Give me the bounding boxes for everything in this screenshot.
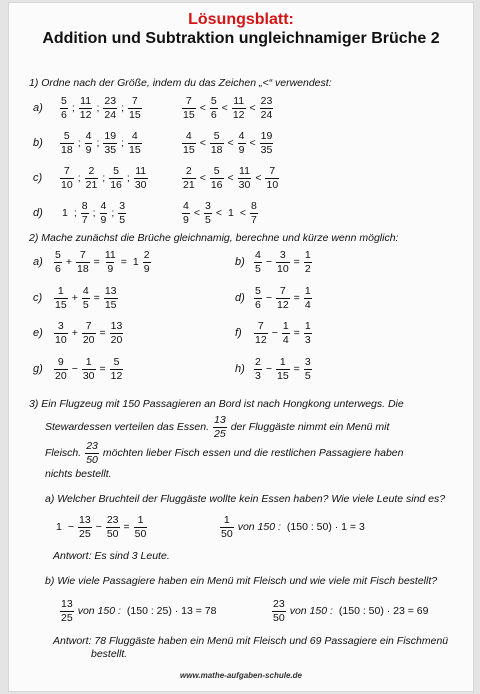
numerator: 19 — [104, 130, 117, 142]
numerator: 5 — [61, 95, 67, 107]
task2-label-c: c) — [33, 292, 43, 304]
denominator: 35 — [260, 143, 273, 156]
fraction — [210, 166, 224, 190]
fraction — [85, 166, 99, 190]
fraction — [304, 286, 312, 310]
numerator: 1 — [137, 514, 144, 526]
fraction — [100, 201, 108, 225]
numerator: 3 — [279, 249, 286, 261]
fraction — [272, 599, 286, 623]
math-token: von 150 : — [289, 605, 333, 617]
fraction — [182, 201, 190, 225]
answer-b-line1: Antwort: 78 Fluggäste haben ein Menü mit Fleisch und 69 Passagiere ein Fischmenü — [53, 635, 449, 647]
denominator: 9 — [100, 213, 107, 226]
fraction — [104, 286, 118, 310]
math-token: < — [215, 207, 222, 219]
fraction — [182, 131, 196, 155]
math-token: − — [265, 363, 272, 375]
task2-expr-b — [253, 250, 313, 274]
fraction — [134, 515, 148, 539]
math-token: = — [293, 327, 300, 339]
math-token: < — [227, 137, 234, 149]
numerator: 5 — [255, 285, 261, 297]
fraction — [232, 96, 246, 120]
fraction — [304, 321, 312, 345]
fraction — [182, 166, 196, 190]
denominator: 20 — [82, 333, 95, 346]
denominator: 50 — [106, 527, 119, 540]
denominator: 25 — [61, 611, 73, 624]
fraction — [110, 357, 124, 381]
task1-label-a: a) — [33, 102, 43, 114]
calc-b-fish — [271, 599, 432, 623]
numerator: 5 — [113, 356, 120, 368]
numerator: 1 — [304, 249, 311, 261]
math-token: ; — [71, 102, 75, 114]
numerator: 7 — [257, 320, 264, 332]
task2-expr-a — [53, 250, 152, 274]
task1-instruction: 1) Ordne nach der Größe, indem du das Zeichen „<“ verwendest: — [29, 77, 332, 89]
math-token: − — [71, 363, 78, 375]
denominator: 6 — [61, 108, 67, 121]
math-token: 1 — [56, 521, 62, 533]
task2-label-b: b) — [235, 256, 245, 268]
math-token: − — [265, 292, 272, 304]
task2-instruction: 2) Mache zunächst die Brüche gleichnamig, berechne und kürze wenn möglich: — [29, 232, 399, 244]
denominator: 4 — [304, 298, 311, 311]
math-token: ; — [121, 102, 124, 114]
fraction — [254, 286, 262, 310]
math-token: ; — [77, 137, 81, 149]
numerator: 1 — [57, 285, 64, 297]
math-token: ; — [92, 207, 96, 219]
math-token: (150 : 50) · 23 = 69 — [338, 605, 429, 617]
math-token: = — [120, 256, 127, 268]
numerator: 7 — [279, 285, 286, 297]
denominator: 10 — [266, 178, 279, 191]
numerator: 1 — [304, 285, 311, 297]
math-token: = — [93, 292, 100, 304]
math-token: ; — [121, 137, 124, 149]
fraction — [260, 96, 274, 120]
denominator: 20 — [110, 333, 123, 346]
task1-label-d: d) — [33, 207, 43, 219]
numerator: 4 — [131, 130, 138, 142]
task2-expr-g — [53, 357, 124, 381]
numerator: 4 — [183, 200, 189, 212]
numerator: 11 — [239, 165, 250, 177]
fraction — [204, 201, 212, 225]
denominator: 5 — [119, 213, 126, 226]
math-token: − — [271, 327, 278, 339]
task2-label-e: e) — [33, 327, 43, 339]
denominator: 12 — [276, 298, 289, 311]
denominator: 3 — [304, 333, 311, 346]
numerator: 4 — [85, 130, 92, 142]
fraction — [54, 250, 62, 274]
calc-b-meat — [59, 599, 220, 623]
math-token: ; — [126, 172, 130, 184]
task3-line3-text: Fleisch. — [45, 447, 82, 459]
denominator: 24 — [260, 108, 273, 121]
sheet-title: Lösungsblatt: — [188, 11, 294, 28]
task3-line2-text-end: der Fluggäste nimmt ein Menü mit — [230, 421, 390, 433]
fraction — [103, 96, 117, 120]
task1-answer-d — [181, 201, 259, 225]
fraction — [60, 96, 68, 120]
math-token: < — [199, 172, 206, 184]
task2-expr-h — [253, 357, 313, 381]
math-token: < — [199, 137, 206, 149]
fraction — [82, 357, 96, 381]
fraction — [54, 321, 68, 345]
fraction — [182, 96, 196, 120]
fraction — [109, 166, 123, 190]
task1-given-d — [59, 201, 127, 225]
math-token: < — [239, 207, 246, 219]
task2-expr-f — [253, 321, 313, 345]
fraction — [110, 321, 124, 345]
numerator: 23 — [260, 95, 273, 107]
denominator: 18 — [61, 143, 73, 156]
fraction — [118, 201, 126, 225]
task2-label-g: g) — [33, 363, 43, 375]
fraction — [82, 321, 96, 345]
fraction — [60, 166, 74, 190]
footer-url: www.mathe-aufgaben-schule.de — [180, 671, 302, 680]
numerator: 13 — [78, 514, 91, 526]
task3-fraction-meat: 13 25 — [214, 414, 226, 440]
numerator: 23 — [273, 598, 285, 610]
math-token: + — [71, 292, 78, 304]
denominator: 30 — [134, 178, 147, 191]
numerator: 4 — [238, 130, 245, 142]
math-token: < — [193, 207, 200, 219]
numerator: 1 — [279, 356, 286, 368]
fraction — [254, 357, 262, 381]
denominator: 4 — [282, 333, 289, 346]
fraction — [276, 250, 290, 274]
denominator: 15 — [183, 143, 195, 156]
question-a: a) Welcher Bruchteil der Fluggäste wollte kein Essen haben? Wie viele Leute sind es? — [45, 493, 446, 505]
fraction — [76, 250, 90, 274]
math-token: < — [255, 172, 262, 184]
fraction — [103, 131, 117, 155]
math-token: < — [249, 102, 256, 114]
task1-label-c: c) — [33, 172, 43, 184]
denominator: 50 — [273, 611, 285, 624]
numerator: 7 — [185, 95, 192, 107]
fraction — [238, 131, 246, 155]
task2-expr-e — [53, 321, 124, 345]
task3-line2 — [45, 415, 389, 439]
denominator: 10 — [61, 178, 73, 191]
numerator: 1 — [282, 320, 289, 332]
numerator: 3 — [204, 200, 211, 212]
task1-given-b — [59, 131, 143, 155]
denominator: 35 — [104, 143, 117, 156]
numerator: 5 — [213, 130, 220, 142]
numerator: 7 — [131, 95, 138, 107]
denominator: 15 — [276, 369, 289, 382]
task2-label-a: a) — [33, 256, 43, 268]
math-token: < — [199, 102, 206, 114]
math-token: = — [99, 327, 106, 339]
fraction — [60, 599, 74, 623]
fraction — [85, 131, 93, 155]
math-token: = — [99, 363, 106, 375]
fraction — [143, 250, 151, 274]
denominator: 50 — [221, 527, 233, 540]
numerator: 2 — [143, 249, 150, 261]
task1-answer-c — [181, 166, 280, 190]
denominator: 9 — [183, 213, 189, 226]
task3-fraction-fish: 23 50 — [86, 440, 98, 466]
numerator: 3 — [119, 200, 126, 212]
fraction — [79, 96, 93, 120]
task2-label-h: h) — [235, 363, 245, 375]
denominator: 12 — [232, 108, 245, 121]
fraction — [82, 286, 90, 310]
fraction — [276, 357, 290, 381]
fraction — [250, 201, 258, 225]
fraction — [104, 250, 117, 274]
denominator: 2 — [304, 262, 311, 275]
math-token: (150 : 25) · 13 = 78 — [126, 605, 217, 617]
task1-given-c — [59, 166, 149, 190]
math-token: von 150 : — [77, 605, 121, 617]
task1-answer-a — [181, 96, 274, 120]
denominator: 7 — [81, 213, 88, 226]
math-token: = — [93, 256, 100, 268]
denominator: 15 — [55, 298, 67, 311]
task1-given-a — [59, 96, 143, 120]
denominator: 9 — [143, 262, 150, 275]
fraction — [304, 250, 312, 274]
denominator: 25 — [78, 527, 91, 540]
task3-line3-text-end: möchten lieber Fisch essen und die restlichen Passagiere haben — [102, 447, 404, 459]
task3-line2-text: Stewardessen verteilen das Essen. — [45, 421, 210, 433]
math-token: ; — [96, 102, 100, 114]
math-token: 1 — [227, 207, 234, 219]
fraction — [128, 131, 142, 155]
denominator: 30 — [238, 178, 251, 191]
numerator: 4 — [100, 200, 107, 212]
denominator: 20 — [55, 369, 67, 382]
math-token: 1 — [62, 207, 68, 219]
fraction — [260, 131, 274, 155]
math-token: ; — [73, 207, 77, 219]
math-token: ; — [77, 172, 81, 184]
fraction — [254, 250, 262, 274]
fraction — [282, 321, 290, 345]
numerator: 5 — [55, 249, 61, 261]
fraction — [304, 357, 312, 381]
math-token: < — [249, 137, 256, 149]
math-token: + — [65, 256, 72, 268]
denominator: 7 — [250, 213, 257, 226]
math-token: ; — [102, 172, 106, 184]
numerator: 23 — [106, 514, 119, 526]
denominator: 18 — [210, 143, 223, 156]
math-token: = — [123, 521, 130, 533]
denominator: 5 — [82, 298, 89, 311]
math-token: − — [67, 521, 74, 533]
numerator: 2 — [255, 356, 261, 368]
numerator: 13 — [104, 285, 117, 297]
fraction — [78, 515, 92, 539]
math-token: 1 — [132, 256, 139, 268]
fraction — [265, 166, 279, 190]
numerator: 7 — [63, 165, 70, 177]
denominator: 10 — [55, 333, 67, 346]
denominator: 30 — [82, 369, 95, 382]
numerator: 5 — [213, 165, 220, 177]
denominator: 21 — [183, 178, 195, 191]
numerator: 19 — [260, 130, 273, 142]
denominator: 6 — [255, 298, 261, 311]
calc-a-fraction — [53, 515, 148, 539]
math-token: = — [293, 292, 300, 304]
task3-line4: nichts bestellt. — [45, 468, 112, 480]
numerator: 11 — [80, 95, 92, 107]
denominator: 24 — [104, 108, 117, 121]
numerator: 5 — [210, 95, 217, 107]
fraction — [128, 96, 142, 120]
numerator: 2 — [185, 165, 192, 177]
numerator: 7 — [79, 249, 86, 261]
denominator: 16 — [210, 178, 223, 191]
math-token: (150 : 50) · 1 = 3 — [286, 521, 365, 533]
denominator: 12 — [110, 369, 123, 382]
denominator: 5 — [304, 369, 311, 382]
fraction — [238, 166, 252, 190]
math-token: = — [293, 363, 300, 375]
numerator: 5 — [113, 165, 119, 177]
answer-b-line2: bestellt. — [91, 648, 128, 660]
numerator: 4 — [255, 249, 261, 261]
task1-label-b: b) — [33, 137, 43, 149]
denominator: 15 — [128, 143, 141, 156]
denominator: 15 — [183, 108, 195, 121]
task2-label-d: d) — [235, 292, 245, 304]
numerator: 4 — [185, 130, 192, 142]
task1-answer-b — [181, 131, 274, 155]
math-token: < — [227, 172, 234, 184]
math-token: = — [293, 256, 300, 268]
numerator: 13 — [110, 320, 123, 332]
numerator: 7 — [269, 165, 276, 177]
numerator: 23 — [104, 95, 117, 107]
fraction — [60, 131, 74, 155]
question-b: b) Wie viele Passagiere haben ein Menü mit Fleisch und wie viele mit Fisch bestellt? — [45, 575, 438, 587]
fraction — [54, 286, 68, 310]
math-token: < — [221, 102, 228, 114]
fraction — [81, 201, 89, 225]
fraction — [210, 131, 224, 155]
math-token: ; — [96, 137, 100, 149]
denominator: 9 — [85, 143, 92, 156]
fraction — [54, 357, 68, 381]
sheet-subtitle: Addition und Subtraktion ungleichnamiger Brüche 2 — [42, 30, 440, 47]
denominator: 15 — [128, 108, 141, 121]
denominator: 16 — [110, 178, 122, 191]
numerator: 1 — [304, 320, 311, 332]
numerator: 8 — [250, 200, 257, 212]
answer-a: Antwort: Es sind 3 Leute. — [53, 550, 170, 562]
denominator: 12 — [79, 108, 92, 121]
denominator: 6 — [55, 262, 61, 275]
math-token: + — [71, 327, 78, 339]
numerator: 4 — [82, 285, 89, 297]
denominator: 5 — [255, 262, 261, 275]
numerator: 3 — [57, 320, 64, 332]
denominator: 12 — [255, 333, 267, 346]
task2-expr-d — [253, 286, 313, 310]
numerator: 1 — [223, 514, 230, 526]
denominator: 9 — [107, 262, 114, 275]
math-token: von 150 : — [237, 521, 281, 533]
worksheet — [8, 2, 474, 692]
math-token: − — [95, 521, 102, 533]
task2-label-f: f) — [235, 327, 242, 339]
numerator: 3 — [304, 356, 311, 368]
numerator: 11 — [233, 95, 245, 107]
denominator: 10 — [276, 262, 289, 275]
math-token: ; — [111, 207, 115, 219]
denominator: 50 — [134, 527, 147, 540]
denominator: 6 — [210, 108, 217, 121]
fraction — [134, 166, 148, 190]
calc-a-people — [219, 515, 368, 539]
fraction — [220, 515, 234, 539]
numerator: 11 — [135, 165, 147, 177]
numerator: 11 — [104, 249, 116, 261]
denominator: 15 — [104, 298, 117, 311]
denominator: 18 — [76, 262, 89, 275]
numerator: 5 — [63, 130, 70, 142]
denominator: 21 — [85, 178, 98, 191]
fraction — [106, 515, 120, 539]
task2-expr-c — [53, 286, 119, 310]
fraction — [254, 321, 268, 345]
numerator: 13 — [61, 598, 73, 610]
denominator: 3 — [255, 369, 261, 382]
math-token: − — [265, 256, 272, 268]
task3-line1: 3) Ein Flugzeug mit 150 Passagieren an Bord ist nach Hongkong unterwegs. Die — [29, 398, 404, 410]
numerator: 8 — [81, 200, 88, 212]
fraction — [276, 286, 290, 310]
fraction — [210, 96, 218, 120]
numerator: 2 — [88, 165, 95, 177]
numerator: 9 — [57, 356, 64, 368]
numerator: 1 — [85, 356, 92, 368]
denominator: 9 — [238, 143, 245, 156]
task3-line3 — [45, 441, 403, 465]
denominator: 5 — [204, 213, 211, 226]
numerator: 7 — [85, 320, 92, 332]
